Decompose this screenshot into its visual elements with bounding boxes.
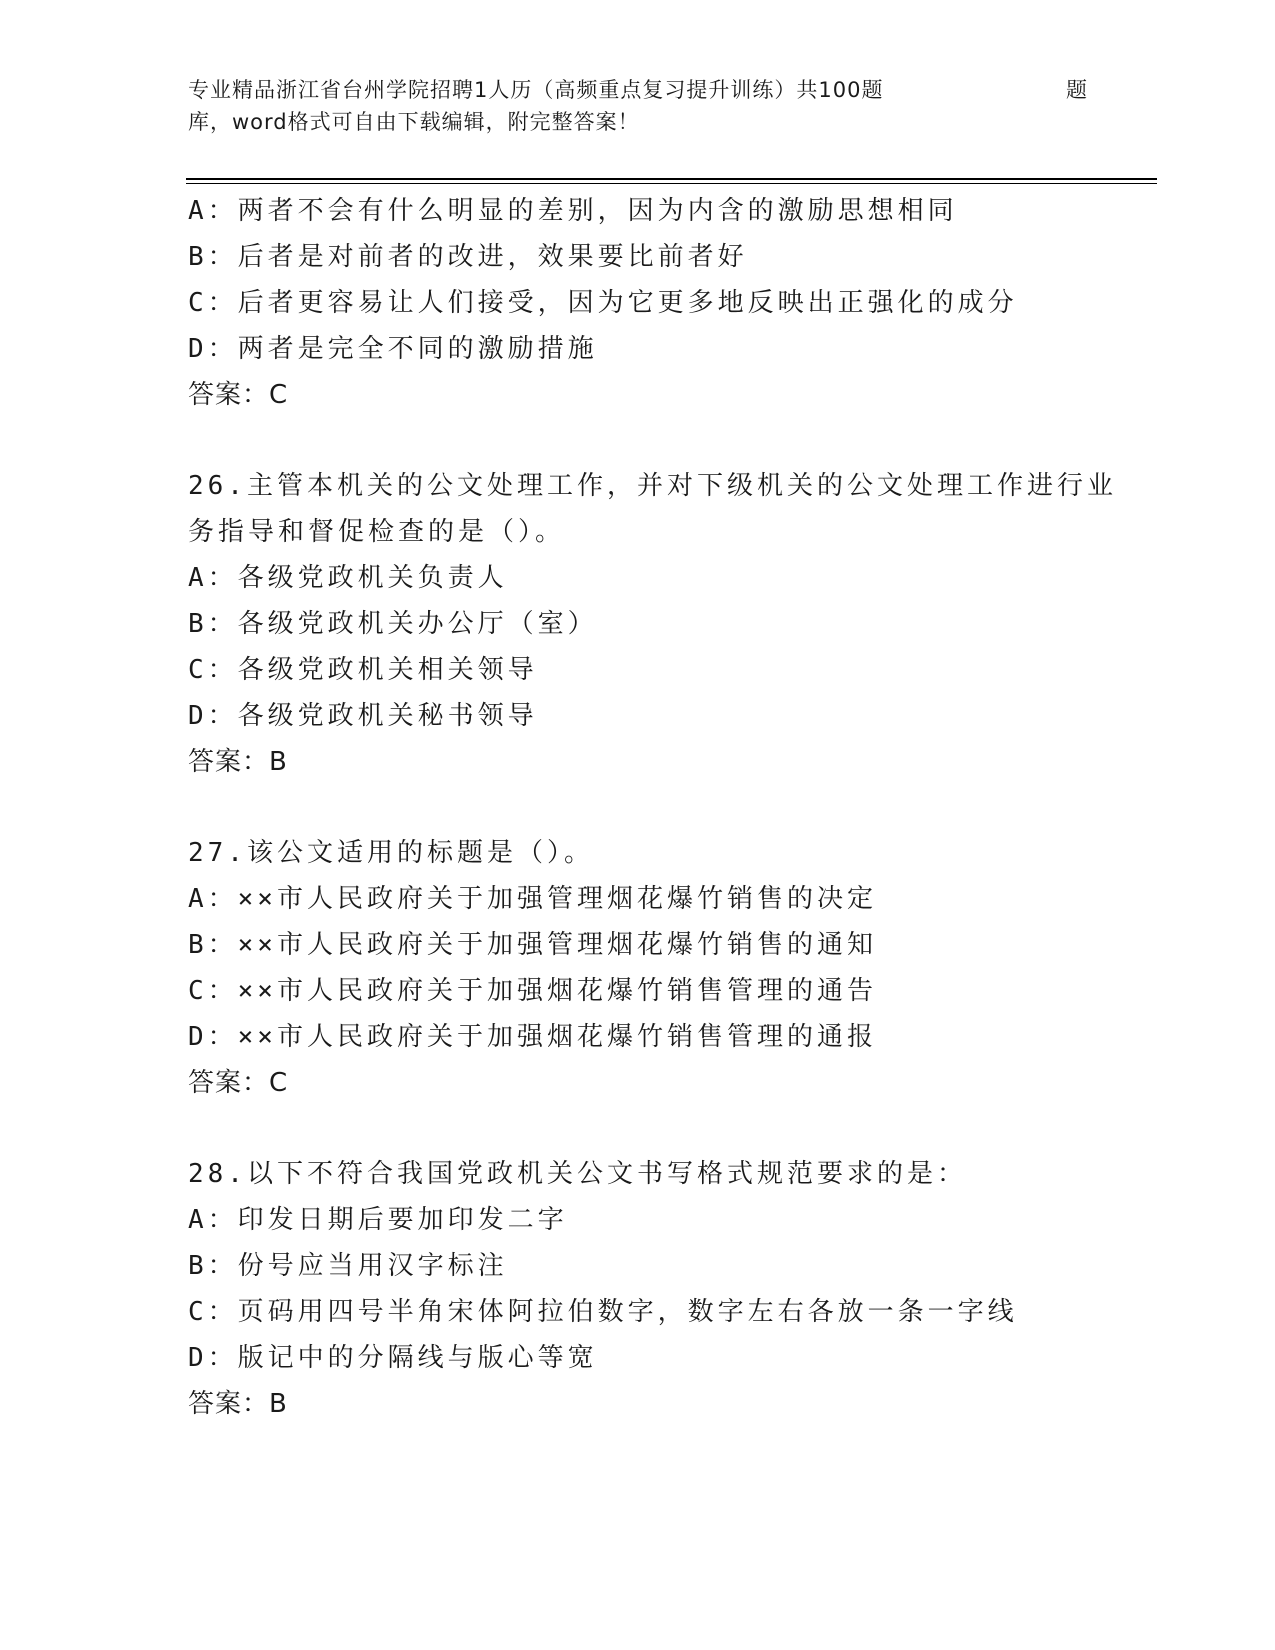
option-c: C：××市人民政府关于加强烟花爆竹销售管理的通告 bbox=[188, 976, 877, 1006]
option-d: D：××市人民政府关于加强烟花爆竹销售管理的通报 bbox=[188, 1022, 877, 1052]
header-line-1-tail: 题 bbox=[1066, 78, 1088, 102]
document-header bbox=[188, 74, 1088, 138]
spacer bbox=[188, 1106, 1098, 1151]
option-b: B：各级党政机关办公厅（室） bbox=[188, 609, 598, 639]
answer: 答案：C bbox=[188, 380, 289, 410]
answer: 答案：B bbox=[188, 1389, 288, 1419]
question-26-block bbox=[188, 463, 1117, 785]
option-d: D：两者是完全不同的激励措施 bbox=[188, 334, 598, 364]
option-a: A：各级党政机关负责人 bbox=[188, 563, 508, 593]
question-27-block bbox=[188, 830, 1098, 1106]
option-a: A：两者不会有什么明显的差别，因为内含的激励思想相同 bbox=[188, 196, 958, 226]
spacer bbox=[188, 785, 1098, 830]
header-line-2: 库，word格式可自由下载编辑，附完整答案！ bbox=[188, 110, 640, 134]
question-title-line-2: 务指导和督促检查的是（）。 bbox=[188, 517, 566, 547]
option-a: A：××市人民政府关于加强管理烟花爆竹销售的决定 bbox=[188, 884, 877, 914]
option-a: A：印发日期后要加印发二字 bbox=[188, 1205, 568, 1235]
document-body bbox=[188, 188, 1117, 1427]
option-b: B：××市人民政府关于加强管理烟花爆竹销售的通知 bbox=[188, 930, 877, 960]
header-line-1 bbox=[188, 74, 1088, 106]
header-divider-thick bbox=[186, 178, 1157, 180]
header-line-1-text: 专业精品浙江省台州学院招聘1人历（高频重点复习提升训练）共100题 bbox=[188, 78, 884, 102]
answer: 答案：B bbox=[188, 747, 288, 777]
option-c: C：各级党政机关相关领导 bbox=[188, 655, 538, 685]
question-title: 27.该公文适用的标题是（）。 bbox=[188, 838, 594, 868]
option-b: B：份号应当用汉字标注 bbox=[188, 1251, 508, 1281]
option-c: C：后者更容易让人们接受，因为它更多地反映出正强化的成分 bbox=[188, 288, 1018, 318]
question-28-block bbox=[188, 1151, 1098, 1427]
option-c: C：页码用四号半角宋体阿拉伯数字，数字左右各放一条一字线 bbox=[188, 1297, 1018, 1327]
spacer bbox=[188, 418, 1098, 463]
answer: 答案：C bbox=[188, 1068, 289, 1098]
question-title: 28.以下不符合我国党政机关公文书写格式规范要求的是： bbox=[188, 1159, 967, 1189]
question-title-line-1: 26.主管本机关的公文处理工作，并对下级机关的公文处理工作进行业 bbox=[188, 471, 1117, 501]
option-d: D：版记中的分隔线与版心等宽 bbox=[188, 1343, 598, 1373]
question-25-block bbox=[188, 188, 1098, 418]
header-divider-thin bbox=[186, 183, 1157, 184]
option-b: B：后者是对前者的改进，效果要比前者好 bbox=[188, 242, 748, 272]
option-d: D：各级党政机关秘书领导 bbox=[188, 701, 538, 731]
